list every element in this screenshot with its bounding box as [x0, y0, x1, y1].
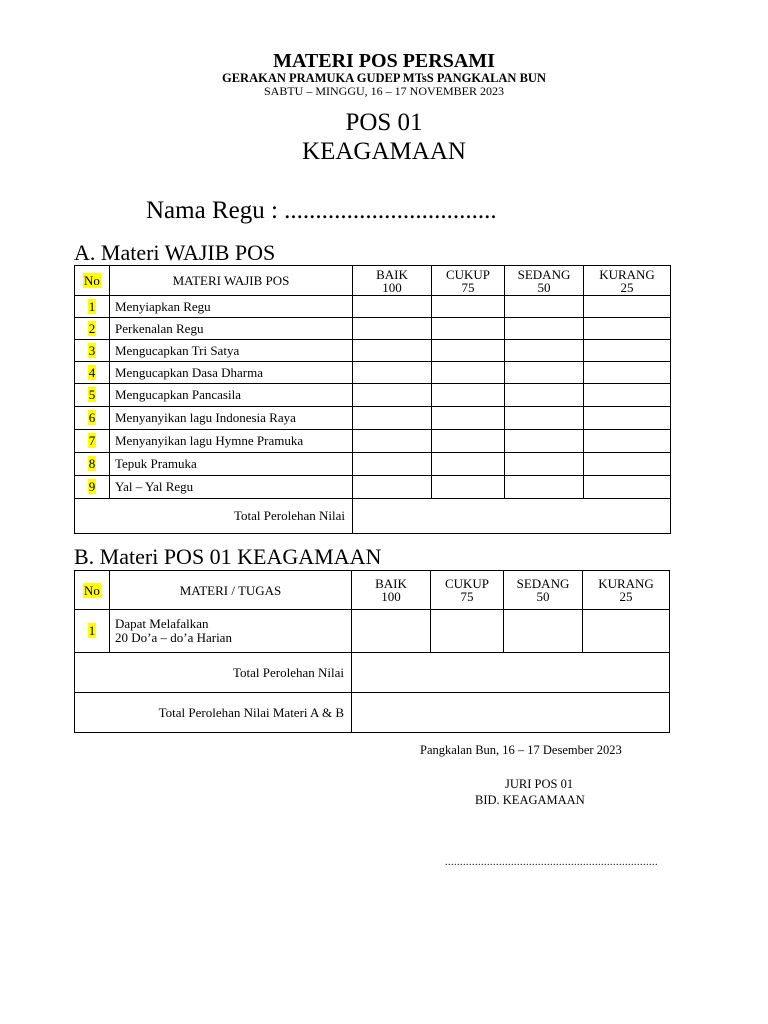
event-dates: SABTU – MINGGU, 16 – 17 NOVEMBER 2023	[263, 84, 504, 98]
nama-regu-field: Nama Regu : ..................................	[146, 197, 497, 224]
score-cell	[353, 476, 432, 499]
header-materi: MATERI WAJIB POS	[110, 266, 353, 296]
organization-line: GERAKAN PRAMUKA GUDEP MTsS PANGKALAN BUN	[222, 71, 546, 85]
row-materi: Tepuk Pramuka	[110, 453, 353, 476]
score-cell	[432, 296, 505, 318]
total-value-cell	[353, 499, 671, 534]
total-ab-value-cell	[352, 693, 670, 733]
row-number: 5	[88, 387, 96, 402]
row-number: 8	[88, 456, 96, 471]
score-cell	[432, 407, 505, 430]
table-header-row	[75, 266, 671, 296]
header-materi: MATERI / TUGAS	[110, 571, 352, 610]
score-cell	[584, 384, 671, 407]
row-number: 7	[88, 433, 96, 448]
row-materi: Yal – Yal Regu	[110, 476, 353, 499]
section-b-title: B. Materi POS 01 KEAGAMAAN	[74, 544, 382, 569]
score-cell	[505, 296, 584, 318]
total-row	[75, 499, 671, 534]
table-row	[75, 296, 671, 318]
score-cell	[584, 453, 671, 476]
header-sedang: SEDANG 50	[504, 571, 583, 610]
row-materi: Menyiapkan Regu	[110, 296, 353, 318]
score-cell	[353, 318, 432, 340]
score-cell	[432, 340, 505, 362]
document-title: MATERI POS PERSAMI	[273, 50, 495, 72]
table-row	[75, 407, 671, 430]
score-cell	[353, 453, 432, 476]
table-row	[75, 340, 671, 362]
total-value-cell	[352, 653, 670, 693]
total-label: Total Perolehan Nilai	[75, 499, 353, 534]
row-number: 1	[88, 623, 96, 638]
score-cell	[432, 362, 505, 384]
score-cell	[432, 430, 505, 453]
score-cell	[584, 318, 671, 340]
score-cell	[584, 430, 671, 453]
score-cell	[505, 362, 584, 384]
table-row	[75, 610, 670, 653]
score-cell	[432, 453, 505, 476]
header-kurang: KURANG 25	[583, 571, 670, 610]
score-cell	[584, 407, 671, 430]
score-cell	[353, 384, 432, 407]
bidang-title: BID. KEAGAMAAN	[475, 793, 585, 807]
score-cell	[505, 430, 584, 453]
row-materi: Mengucapkan Dasa Dharma	[110, 362, 353, 384]
section-a-title: A. Materi WAJIB POS	[74, 240, 276, 265]
table-row	[75, 430, 671, 453]
score-cell	[353, 362, 432, 384]
header-baik: BAIK 100	[352, 571, 431, 610]
score-cell	[432, 384, 505, 407]
row-number: 4	[88, 364, 96, 380]
row-materi: Menyanyikan lagu Hymne Pramuka	[110, 430, 353, 453]
row-number: 1	[88, 298, 96, 314]
score-cell	[353, 430, 432, 453]
header-kurang: KURANG 25	[584, 266, 671, 296]
score-cell	[505, 407, 584, 430]
section-a-table	[74, 265, 671, 534]
row-materi: Menyanyikan lagu Indonesia Raya	[110, 407, 353, 430]
score-cell	[584, 340, 671, 362]
header-no: No	[75, 571, 110, 610]
score-cell	[505, 318, 584, 340]
signature-line: .......................................................................	[445, 857, 658, 868]
row-materi: Dapat Melafalkan 20 Do’a – do’a Harian	[110, 610, 352, 653]
pos-name: KEAGAMAAN	[302, 138, 466, 165]
row-number: 9	[88, 479, 96, 494]
header-cukup: CUKUP 75	[431, 571, 504, 610]
table-row	[75, 318, 671, 340]
score-cell	[432, 318, 505, 340]
total-row	[75, 653, 670, 693]
row-materi: Perkenalan Regu	[110, 318, 353, 340]
table-header-row	[75, 571, 670, 610]
score-cell	[584, 476, 671, 499]
pos-number: POS 01	[345, 109, 423, 136]
header-baik: BAIK 100	[353, 266, 432, 296]
score-cell	[504, 610, 583, 653]
juri-title: JURI POS 01	[505, 777, 574, 791]
score-cell	[584, 362, 671, 384]
header-sedang: SEDANG 50	[505, 266, 584, 296]
row-number: 6	[88, 410, 96, 425]
score-cell	[432, 476, 505, 499]
score-cell	[505, 476, 584, 499]
row-number: 3	[88, 342, 96, 358]
table-row	[75, 384, 671, 407]
row-materi: Mengucapkan Pancasila	[110, 384, 353, 407]
table-row	[75, 453, 671, 476]
header-no: No	[75, 266, 110, 296]
section-b-table	[74, 570, 670, 733]
score-cell	[584, 296, 671, 318]
score-cell	[583, 610, 670, 653]
score-cell	[353, 340, 432, 362]
row-number: 2	[88, 320, 96, 336]
total-label: Total Perolehan Nilai	[75, 653, 352, 693]
score-cell	[431, 610, 504, 653]
header-cukup: CUKUP 75	[432, 266, 505, 296]
total-ab-row	[75, 693, 670, 733]
total-ab-label: Total Perolehan Nilai Materi A & B	[75, 693, 352, 733]
place-date: Pangkalan Bun, 16 – 17 Desember 2023	[420, 743, 622, 757]
table-row	[75, 476, 671, 499]
score-cell	[505, 384, 584, 407]
score-cell	[505, 453, 584, 476]
score-cell	[352, 610, 431, 653]
table-row	[75, 362, 671, 384]
row-materi: Mengucapkan Tri Satya	[110, 340, 353, 362]
score-cell	[505, 340, 584, 362]
score-cell	[353, 296, 432, 318]
score-cell	[353, 407, 432, 430]
